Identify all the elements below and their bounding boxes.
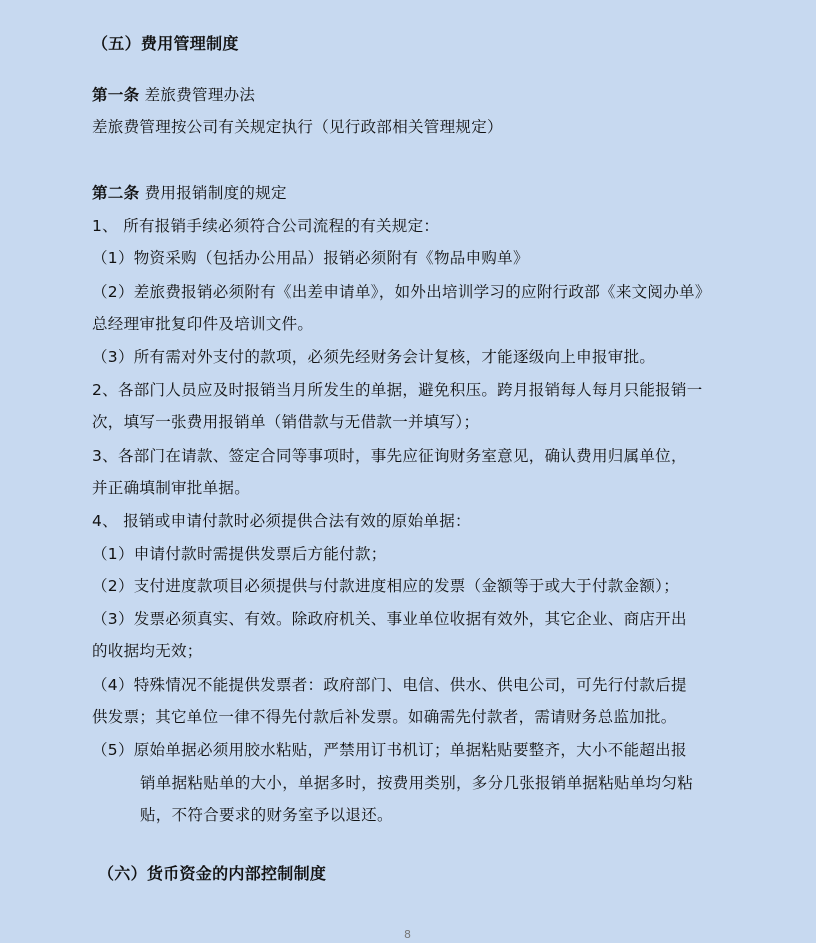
article-2-title: 费用报销制度的规定 — [139, 184, 287, 202]
article-2-heading — [92, 183, 287, 203]
paragraph-line: 2、各部门人员应及时报销当月所发生的单据，避免积压。跨月报销每人每月只能报销一 — [92, 381, 703, 399]
paragraph-line: 总经理审批复印件及培训文件。 — [92, 315, 314, 333]
article-1-title: 差旅费管理办法 — [139, 86, 256, 104]
article-1-body: 差旅费管理按公司有关规定执行（见行政部相关管理规定） — [92, 118, 503, 136]
paragraph-line: （3）发票必须真实、有效。除政府机关、事业单位收据有效外，其它企业、商店开出 — [92, 610, 687, 628]
article-2-label: 第二条 — [92, 184, 140, 202]
section-heading-5: （五）费用管理制度 — [92, 34, 239, 53]
paragraph-line: （1）物资采购（包括办公用品）报销必须附有《物品申购单》 — [92, 249, 529, 267]
paragraph-line: 1、 所有报销手续必须符合公司流程的有关规定： — [92, 217, 440, 235]
paragraph-line: （4）特殊情况不能提供发票者：政府部门、电信、供水、供电公司，可先行付款后提 — [92, 676, 687, 694]
page-number: 8 — [404, 928, 411, 941]
paragraph-line: 3、各部门在请款、签定合同等事项时，事先应征询财务室意见，确认费用归属单位， — [92, 447, 687, 465]
paragraph-line: （5）原始单据必须用胶水粘贴，严禁用订书机订；单据粘贴要整齐，大小不能超出报 — [92, 741, 687, 759]
paragraph-line: （2）支付进度款项目必须提供与付款进度相应的发票（金额等于或大于付款金额）； — [92, 577, 680, 595]
paragraph-line: 4、 报销或申请付款时必须提供合法有效的原始单据： — [92, 512, 471, 530]
paragraph-line: 供发票；其它单位一律不得先付款后补发票。如确需先付款者，需请财务总监加批。 — [92, 708, 677, 726]
paragraph-line: 的收据均无效； — [92, 642, 203, 660]
paragraph-line: 销单据粘贴单的大小，单据多时，按费用类别，多分几张报销单据粘贴单均匀粘 — [140, 774, 694, 792]
paragraph-line: （1）申请付款时需提供发票后方能付款； — [92, 545, 387, 563]
paragraph-line: （2）差旅费报销必须附有《出差申请单》，如外出培训学习的应附行政部《来文阅办单》 — [92, 283, 711, 301]
paragraph-line: 次，填写一张费用报销单（销借款与无借款一并填写）； — [92, 413, 480, 431]
article-1-label: 第一条 — [92, 86, 140, 104]
paragraph-line: 贴，不符合要求的财务室予以退还。 — [140, 806, 393, 824]
paragraph-line: 并正确填制审批单据。 — [92, 479, 251, 497]
paragraph-line: （3）所有需对外支付的款项，必须先经财务会计复核，才能逐级向上申报审批。 — [92, 348, 656, 366]
article-1-heading — [92, 85, 255, 105]
section-heading-6: （六）货币资金的内部控制制度 — [98, 864, 327, 883]
